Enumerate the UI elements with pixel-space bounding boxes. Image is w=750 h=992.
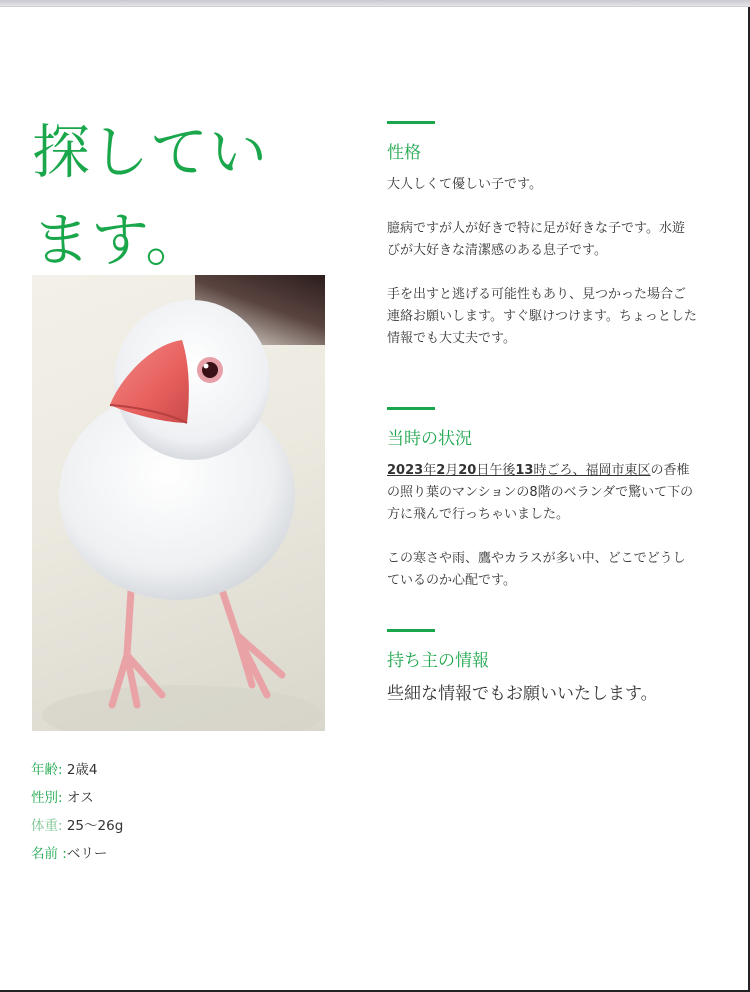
title-line-2: ます。 bbox=[32, 206, 205, 274]
bird-details-list bbox=[31, 759, 123, 871]
personality-paragraph-1: 大人しくて優しい子です。 bbox=[387, 177, 542, 192]
window-top-edge bbox=[0, 0, 750, 7]
title-line-1: 探してい bbox=[32, 118, 269, 186]
detail-sex-value: オス bbox=[66, 790, 94, 806]
detail-age-label: 年齢 bbox=[31, 762, 58, 778]
bird-photo bbox=[32, 275, 325, 731]
section-rule bbox=[387, 121, 435, 124]
personality-section bbox=[387, 121, 697, 372]
situation-heading: 当時の状況 bbox=[387, 429, 472, 449]
page-title bbox=[32, 108, 342, 284]
java-sparrow-illustration bbox=[32, 275, 325, 731]
incident-date-location: 2023年2月20日午後13時ごろ、福岡市東区 bbox=[387, 463, 651, 478]
personality-paragraph-2: 臆病ですが人が好きで特に足が好きな子です。水遊びが大好きな清潔感のある息子です。 bbox=[387, 221, 685, 258]
owner-section bbox=[387, 629, 697, 728]
situation-section bbox=[387, 407, 697, 614]
section-rule bbox=[387, 407, 435, 410]
situation-paragraph-2: この寒さや雨、鷹やカラスが多い中、どこでどうしているのか心配です。 bbox=[387, 551, 686, 588]
personality-paragraph-3: 手を出すと逃げる可能性もあり、見つかった場合ご連絡お願いします。すぐ駆けつけます。ちょっとした情報でも大丈夫です。 bbox=[387, 287, 697, 346]
owner-heading: 持ち主の情報 bbox=[387, 651, 489, 671]
owner-text: 些細な情報でもお願いいたします。 bbox=[387, 684, 658, 704]
detail-age: 年齢: 2歳4 bbox=[31, 762, 98, 778]
detail-weight-label: 体重 bbox=[31, 818, 58, 834]
detail-name-label: 名前 bbox=[31, 846, 58, 862]
detail-weight: 体重: 25〜26g bbox=[31, 818, 124, 834]
section-rule bbox=[387, 629, 435, 632]
situation-paragraph-1: 2023年2月20日午後13時ごろ、福岡市東区の香椎の照り葉のマンションの8階のベランダで驚いて下の方に飛んで行っちゃいました。 bbox=[387, 463, 694, 522]
personality-heading: 性格 bbox=[387, 143, 421, 163]
detail-sex-label: 性別 bbox=[31, 790, 58, 806]
detail-sex: 性別: オス bbox=[31, 790, 94, 806]
detail-age-value: 2歳4 bbox=[66, 762, 98, 778]
detail-weight-value: 25〜26g bbox=[66, 818, 124, 834]
detail-name: 名前 :ベリー bbox=[31, 846, 108, 862]
detail-name-value: ベリー bbox=[66, 846, 108, 862]
